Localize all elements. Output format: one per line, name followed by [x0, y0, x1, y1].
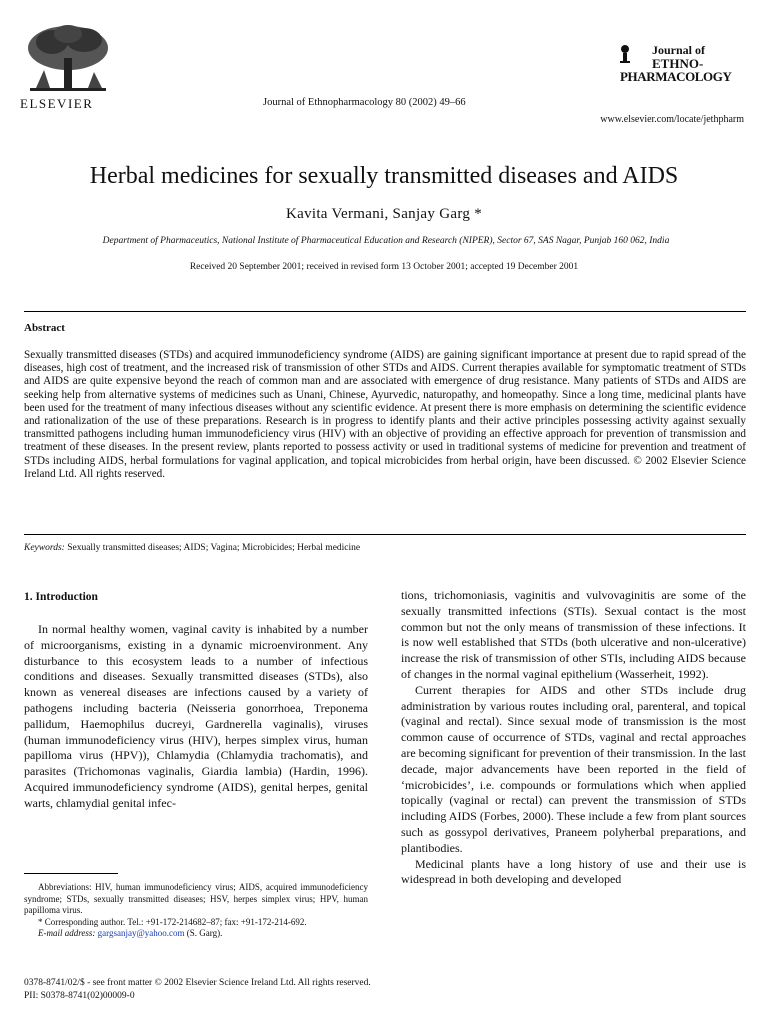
footnote-rule	[24, 873, 118, 874]
intro-paragraph-2: Current therapies for AIDS and other STDs include drug administration by various routes including oral, parenteral, and topical (vaginal and rectal). Since sexual mode of transmission is the most common cause of occurrence of STDs, vaginal and rectal approaches are becoming significant for prevention of their transmission. In the last decade, major advancements have been reported in the field of ‘microbicides’, i.e. compounds or formulations which when applied topically (vaginal or rectal) can prevent the transmission of STDs including AIDS (Forbes, 2000). These include a few from plant sources such as gossypol derivatives, Praneem polyherbal preparations, and plantibodies.	[401, 682, 746, 855]
author-affiliation: Department of Pharmaceutics, National Institute of Pharmaceutical Education and Research (NIPER), Sector 67, SAS Nagar, Punjab 160 062, India	[102, 236, 670, 246]
keywords-line	[24, 543, 360, 553]
elsevier-tree-logo	[22, 22, 114, 98]
footnote-email	[24, 928, 368, 940]
left-column	[24, 622, 368, 812]
journal-citation: Journal of Ethnopharmacology 80 (2002) 49–66	[263, 97, 466, 108]
abstract-bottom-rule	[24, 534, 746, 535]
article-title: Herbal medicines for sexually transmitted diseases and AIDS	[89, 163, 679, 189]
article-authors: Kavita Vermani, Sanjay Garg *	[285, 206, 483, 222]
section-heading-introduction: 1. Introduction	[24, 591, 98, 603]
publisher-name: ELSEVIER	[20, 96, 94, 111]
journal-logo-line2: ETHNO-	[652, 56, 704, 71]
right-column	[401, 588, 746, 888]
email-suffix: (S. Garg).	[186, 928, 223, 938]
footer-pii: PII: S0378-8741(02)00009-0	[24, 991, 135, 1001]
abstract-body: Sexually transmitted diseases (STDs) and acquired immunodeficiency syndrome (AIDS) are gaining significant importance at present due to rapid spread of the diseases, high cost of treatment, and the increased risk of transmission of other STDs and AIDS. Current therapies available for symptomatic treatment of STDs and AIDS are quite expensive beyond the reach of common man and are associated with emergence of drug resistance. Many patients of STDs and AIDS are seeking help from alternative systems of medicines such as Unani, Chinese, Ayurvedic, naturopathy, and homeopathy. Since a long time, medicinal plants have been used for the treatment of many infectious diseases without any scientific evidence. At present there is more emphasis on determining the scientific evidence and rationalization of the use of these preparations. Research is in progress to identify plants and their active principles possessing activity against sexually transmitted pathogens including human immunodeficiency virus (HIV) with an objective of providing an effective approach for prevention of transmission and treatment of these diseases. In the present review, plants reported to possess activity or used in traditional systems of medicine for prevention and treatment of STDs including AIDS, herbal formulations for vaginal application, and topical microbicides from herbal origin, have been discussed. © 2002 Elsevier Science Ireland Ltd. All rights reserved.	[24, 349, 746, 480]
abstract-heading: Abstract	[24, 322, 65, 334]
email-link[interactable]: gargsanjay@yahoo.com	[97, 928, 185, 938]
intro-paragraph-1: In normal healthy women, vaginal cavity is inhabited by a number of microorganisms, existing in a dynamic microenvironment. Any disturbance to this ecosystem leads to a number of infectious conditions and diseases. Sexually transmitted diseases (STDs), also known as venereal diseases are infections caused by a variety of pathogens including bacteria (Neisseria gonorrhoea, Treponema pallidum, Haemophilus ducreyi, Gardnerella vaginalis), viruses (human immunodeficiency virus (HIV), herpes simplex virus, human papilloma virus (HPV)), Chlamydia (Chlamydia trachomatis), and parasites (Trichomonas vaginalis, Giardia lambia) (Hardin, 1996). Acquired immunodeficiency syndrome (AIDS), genital herpes, genital warts, chlamydial genital infec-	[24, 622, 368, 810]
keywords-label: Keywords:	[24, 543, 65, 553]
keywords-text: Sexually transmitted diseases; AIDS; Vagina; Microbicides; Herbal medicine	[67, 543, 361, 553]
journal-emblem-icon	[618, 44, 632, 64]
journal-logo-line1: Journal of	[652, 43, 706, 57]
footnote-corresponding: * Corresponding author. Tel.: +91-172-214682–87; fax: +91-172-214-692.	[38, 916, 307, 927]
intro-paragraph-3: Medicinal plants have a long history of use and their use is widespread in both developing and developed	[401, 856, 746, 887]
article-dates: Received 20 September 2001; received in revised form 13 October 2001; accepted 19 December 2001	[189, 262, 579, 272]
journal-logo-line3: PHARMACOLOGY	[620, 69, 732, 84]
journal-logo	[618, 42, 748, 92]
footer-copyright: 0378-8741/02/$ - see front matter © 2002 Elsevier Science Ireland Ltd. All rights reserved.	[24, 978, 371, 988]
email-label: E-mail address:	[38, 928, 96, 938]
page-footer	[24, 977, 371, 1003]
intro-paragraph-1-cont: tions, trichomoniasis, vaginitis and vulvovaginitis are some of the sexually transmitted infections (STIs). Sexual contact is the most common but not the only means of transmission of these infections. It is now well established that STDs (both ulcerative and non-ulcerative) increase the risk of transmission of other STIs, including AIDS because of changes in the normal vaginal epithelium (Wasserheit, 1992).	[401, 588, 746, 681]
footnotes	[24, 882, 368, 940]
footnote-abbreviations: Abbreviations: HIV, human immunodeficiency virus; AIDS, acquired immunodeficiency syndrome; STDs, sexually transmitted diseases; HSV, herpes simplex virus; HPV, human papilloma virus.	[24, 882, 368, 915]
journal-url-link[interactable]: www.elsevier.com/locate/jethpharm	[600, 114, 744, 125]
abstract-top-rule	[24, 311, 746, 312]
